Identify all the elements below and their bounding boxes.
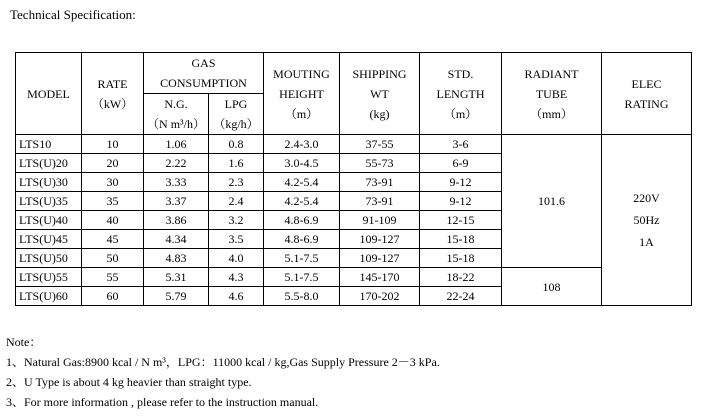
cell-height: 4.2-5.4 (264, 192, 340, 211)
header-lpg: LPG （kg/h） (209, 94, 264, 135)
header-elec-rating: ELEC RATING (602, 53, 692, 135)
cell-length: 6-9 (420, 154, 502, 173)
spec-table (15, 52, 692, 306)
cell-height: 4.2-5.4 (264, 173, 340, 192)
cell-wt: 37-55 (340, 135, 420, 154)
cell-model: LTS(U)20 (16, 154, 82, 173)
cell-model: LTS(U)55 (16, 268, 82, 287)
cell-rate: 10 (82, 135, 144, 154)
page-heading: Technical Specification: (10, 7, 136, 22)
cell-ng: 3.33 (144, 173, 209, 192)
cell-ng: 4.34 (144, 230, 209, 249)
cell-elec-rating: 220V 50Hz 1A (602, 135, 692, 306)
header-gas-consumption: GAS CONSUMPTION (144, 53, 264, 94)
header-radiant-tube: RADIANT TUBE （mm） (502, 53, 602, 135)
cell-model: LTS(U)50 (16, 249, 82, 268)
cell-rate: 55 (82, 268, 144, 287)
cell-height: 5.1-7.5 (264, 249, 340, 268)
cell-radiant-tube: 108 (502, 268, 602, 306)
cell-length: 3-6 (420, 135, 502, 154)
cell-wt: 73-91 (340, 192, 420, 211)
cell-length: 9-12 (420, 173, 502, 192)
notes-title: Note： (6, 335, 42, 349)
table-row (16, 268, 692, 287)
cell-ng: 2.22 (144, 154, 209, 173)
cell-model: LTS(U)30 (16, 173, 82, 192)
cell-length: 9-12 (420, 192, 502, 211)
cell-lpg: 1.6 (209, 154, 264, 173)
cell-wt: 170-202 (340, 287, 420, 306)
cell-model: LTS(U)45 (16, 230, 82, 249)
header-model: MODEL (16, 53, 82, 135)
cell-length: 12-15 (420, 211, 502, 230)
cell-lpg: 0.8 (209, 135, 264, 154)
cell-model: LTS(U)35 (16, 192, 82, 211)
cell-wt: 91-109 (340, 211, 420, 230)
note-item: 1、Natural Gas:8900 kcal / N m³，LPG：11000 kcal / kg,Gas Supply Pressure 2－3 kPa. (6, 355, 440, 369)
cell-ng: 3.37 (144, 192, 209, 211)
header-shipping-wt: SHIPPING WT (kg) (340, 53, 420, 135)
cell-lpg: 4.6 (209, 287, 264, 306)
cell-model: LTS10 (16, 135, 82, 154)
cell-radiant-tube: 101.6 (502, 135, 602, 268)
cell-wt: 145-170 (340, 268, 420, 287)
cell-rate: 45 (82, 230, 144, 249)
cell-rate: 60 (82, 287, 144, 306)
cell-length: 18-22 (420, 268, 502, 287)
cell-ng: 3.86 (144, 211, 209, 230)
cell-height: 2.4-3.0 (264, 135, 340, 154)
cell-rate: 20 (82, 154, 144, 173)
notes (6, 332, 440, 412)
cell-length: 15-18 (420, 249, 502, 268)
cell-rate: 30 (82, 173, 144, 192)
cell-height: 3.0-4.5 (264, 154, 340, 173)
header-mouting-height: MOUTING HEIGHT （m） (264, 53, 340, 135)
cell-lpg: 2.4 (209, 192, 264, 211)
note-item: 3、For more information , please refer to the instruction manual. (6, 395, 319, 409)
cell-rate: 50 (82, 249, 144, 268)
cell-rate: 35 (82, 192, 144, 211)
cell-lpg: 4.3 (209, 268, 264, 287)
cell-lpg: 4.0 (209, 249, 264, 268)
cell-ng: 5.79 (144, 287, 209, 306)
header-rate: RATE （kW） (82, 53, 144, 135)
cell-ng: 5.31 (144, 268, 209, 287)
cell-wt: 109-127 (340, 230, 420, 249)
cell-length: 15-18 (420, 230, 502, 249)
cell-height: 5.5-8.0 (264, 287, 340, 306)
header-ng: N.G. （N m³/h） (144, 94, 209, 135)
cell-wt: 109-127 (340, 249, 420, 268)
cell-height: 5.1-7.5 (264, 268, 340, 287)
header-std-length: STD. LENGTH （m） (420, 53, 502, 135)
cell-model: LTS(U)40 (16, 211, 82, 230)
cell-length: 22-24 (420, 287, 502, 306)
cell-ng: 1.06 (144, 135, 209, 154)
table-row (16, 135, 692, 154)
cell-lpg: 2.3 (209, 173, 264, 192)
cell-wt: 55-73 (340, 154, 420, 173)
cell-wt: 73-91 (340, 173, 420, 192)
cell-height: 4.8-6.9 (264, 230, 340, 249)
cell-model: LTS(U)60 (16, 287, 82, 306)
cell-lpg: 3.2 (209, 211, 264, 230)
cell-rate: 40 (82, 211, 144, 230)
cell-height: 4.8-6.9 (264, 211, 340, 230)
cell-ng: 4.83 (144, 249, 209, 268)
cell-lpg: 3.5 (209, 230, 264, 249)
note-item: 2、U Type is about 4 kg heavier than straight type. (6, 375, 252, 389)
